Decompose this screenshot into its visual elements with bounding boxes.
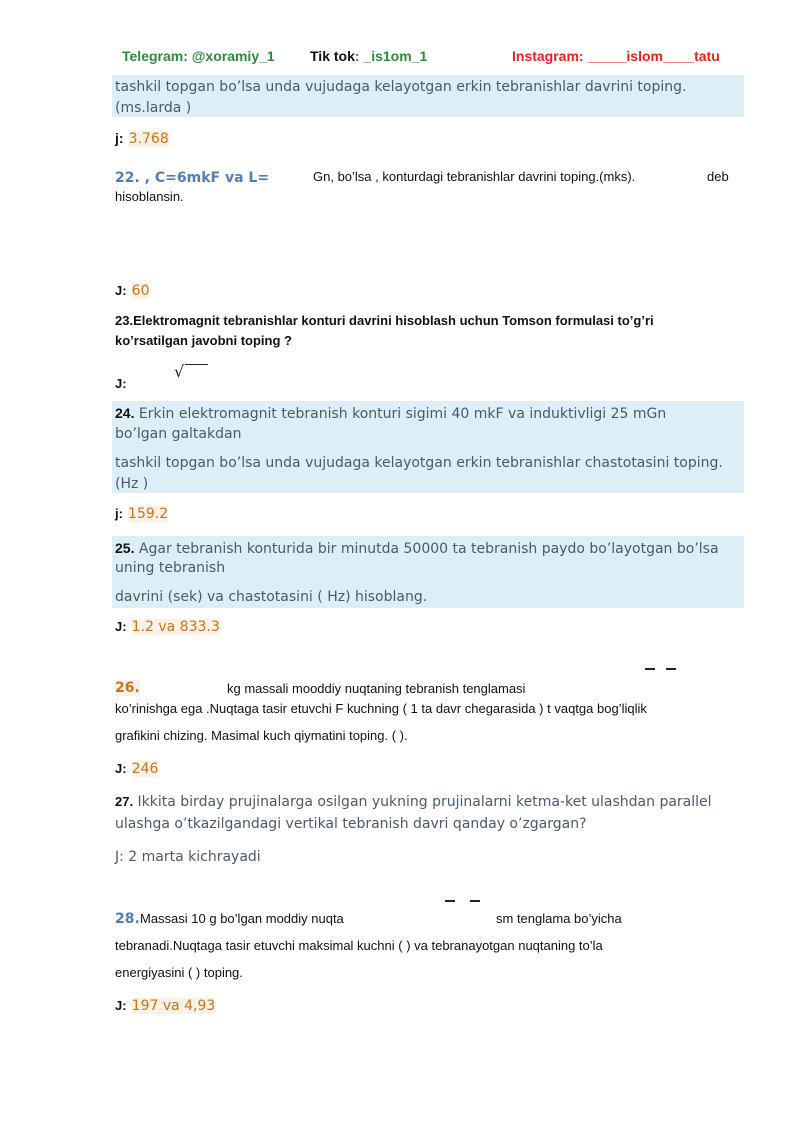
q26-line3: grafikini chizing. Masimal kuch qiymatini toping. ( ). [115, 728, 408, 743]
answer-value: 3.768 [128, 131, 169, 147]
q23-line1: 23.Elektromagnit tebranishlar konturi davrini hisoblash uchun Tomson formulasi to’g’ri [115, 313, 654, 328]
q28-number-text: 28. [115, 911, 140, 927]
q22-number-text: 22. , C=6mkF va L= [115, 170, 270, 186]
answer-label: J: [115, 998, 127, 1013]
q25-line3: davrini (sek) va chastotasini ( Hz) hisoblang. [115, 589, 428, 605]
instagram-handle: Instagram: _____islom____tatu [512, 48, 720, 64]
q24-line1 [115, 402, 666, 425]
telegram-handle: Telegram: @xoramiy_1 [122, 48, 275, 64]
q28-number [115, 908, 140, 927]
vector-bar-mark [445, 900, 455, 902]
q24-answer [115, 503, 168, 522]
q24-line2: bo’lgan galtakdan [115, 426, 242, 442]
answer-label: J: [115, 283, 127, 298]
q25-line1-text: Agar tebranish konturida bir minutda 50000 ta tebranish paydo bo’layotgan bo’lsa [138, 541, 719, 557]
q24-line4: (Hz ) [115, 476, 149, 492]
q25-answer [115, 616, 220, 635]
q21-line2: (ms.larda ) [115, 100, 192, 116]
answer-value: 159.2 [128, 506, 169, 522]
vector-bar-mark [666, 668, 676, 670]
sqrt-bar [185, 364, 208, 365]
q28-line1b: sm tenglama bo’yicha [496, 911, 622, 926]
q26-line1: kg massali mooddiy nuqtaning tebranish tenglamasi [227, 681, 526, 696]
sqrt-icon: √ [174, 362, 185, 381]
answer-value: 1.2 va 833.3 [131, 619, 220, 635]
q25-line2: uning tebranish [115, 560, 226, 576]
q27-number: 27. [115, 794, 134, 809]
q23-line2: ko’rsatilgan javobni toping ? [115, 333, 292, 348]
q28-line1a: Massasi 10 g bo’lgan moddiy nuqta [140, 911, 344, 926]
q28-answer [115, 995, 215, 1014]
tiktok-handle: : _is1om_1 [354, 48, 428, 64]
q27-answer: J: 2 marta kichrayadi [115, 849, 261, 865]
q26-number [115, 677, 140, 696]
q23-answer [115, 373, 127, 392]
q22-text: Gn, bo’lsa , konturdagi tebranishlar davrini toping.(mks). [313, 169, 636, 184]
answer-label: J: [115, 376, 127, 391]
q28-line3: energiyasini ( ) toping. [115, 965, 243, 980]
answer-label: j: [115, 130, 124, 146]
q21-answer [115, 128, 169, 147]
q24-number: 24. [115, 405, 135, 421]
q21-line1: tashkil topgan bo’lsa unda vujudaga kelayotgan erkin tebranishlar davrini toping. [115, 79, 687, 95]
vector-bar-mark [470, 900, 480, 902]
q27-line2: ulashga o’tkazilgandagi vertikal tebranish davri qanday o’zgargan? [115, 816, 587, 832]
answer-label: j: [115, 506, 123, 521]
q22-answer [115, 280, 149, 299]
tiktok-label [310, 48, 427, 64]
q27-line1 [115, 791, 712, 813]
q24-line3: tashkil topgan bo’lsa unda vujudaga kelayotgan erkin tebranishlar chastotasini toping. [115, 455, 723, 471]
q26-answer [115, 758, 158, 777]
q26-number-text: 26. [115, 680, 140, 696]
answer-label: J: [115, 761, 127, 776]
q24-line1-text: Erkin elektromagnit tebranish konturi sigimi 40 mkF va induktivligi 25 mGn [138, 406, 667, 422]
q22-number [115, 167, 269, 186]
answer-value: 197 va 4,93 [131, 998, 216, 1014]
q22-deb: deb [707, 169, 729, 184]
answer-value: 60 [131, 283, 150, 299]
answer-value: 246 [131, 761, 159, 777]
answer-label: J: [115, 619, 127, 634]
tiktok-label-text: Tik tok [310, 48, 355, 64]
vector-bar-mark [645, 668, 655, 670]
q22-line2: hisoblansin. [115, 189, 184, 204]
q26-line2: ko’rinishga ega .Nuqtaga tasir etuvchi F kuchning ( 1 ta davr chegarasida ) t vaqtga bog’liqlik [115, 701, 647, 716]
q28-line2: tebranadi.Nuqtaga tasir etuvchi maksimal kuchni ( ) va tebranayotgan nuqtaning to’la [115, 938, 603, 953]
q27-line1-text: Ikkita birday prujinalarga osilgan yukning prujinalarni ketma-ket ulashdan parallel [137, 794, 712, 810]
q25-number: 25. [115, 540, 135, 556]
